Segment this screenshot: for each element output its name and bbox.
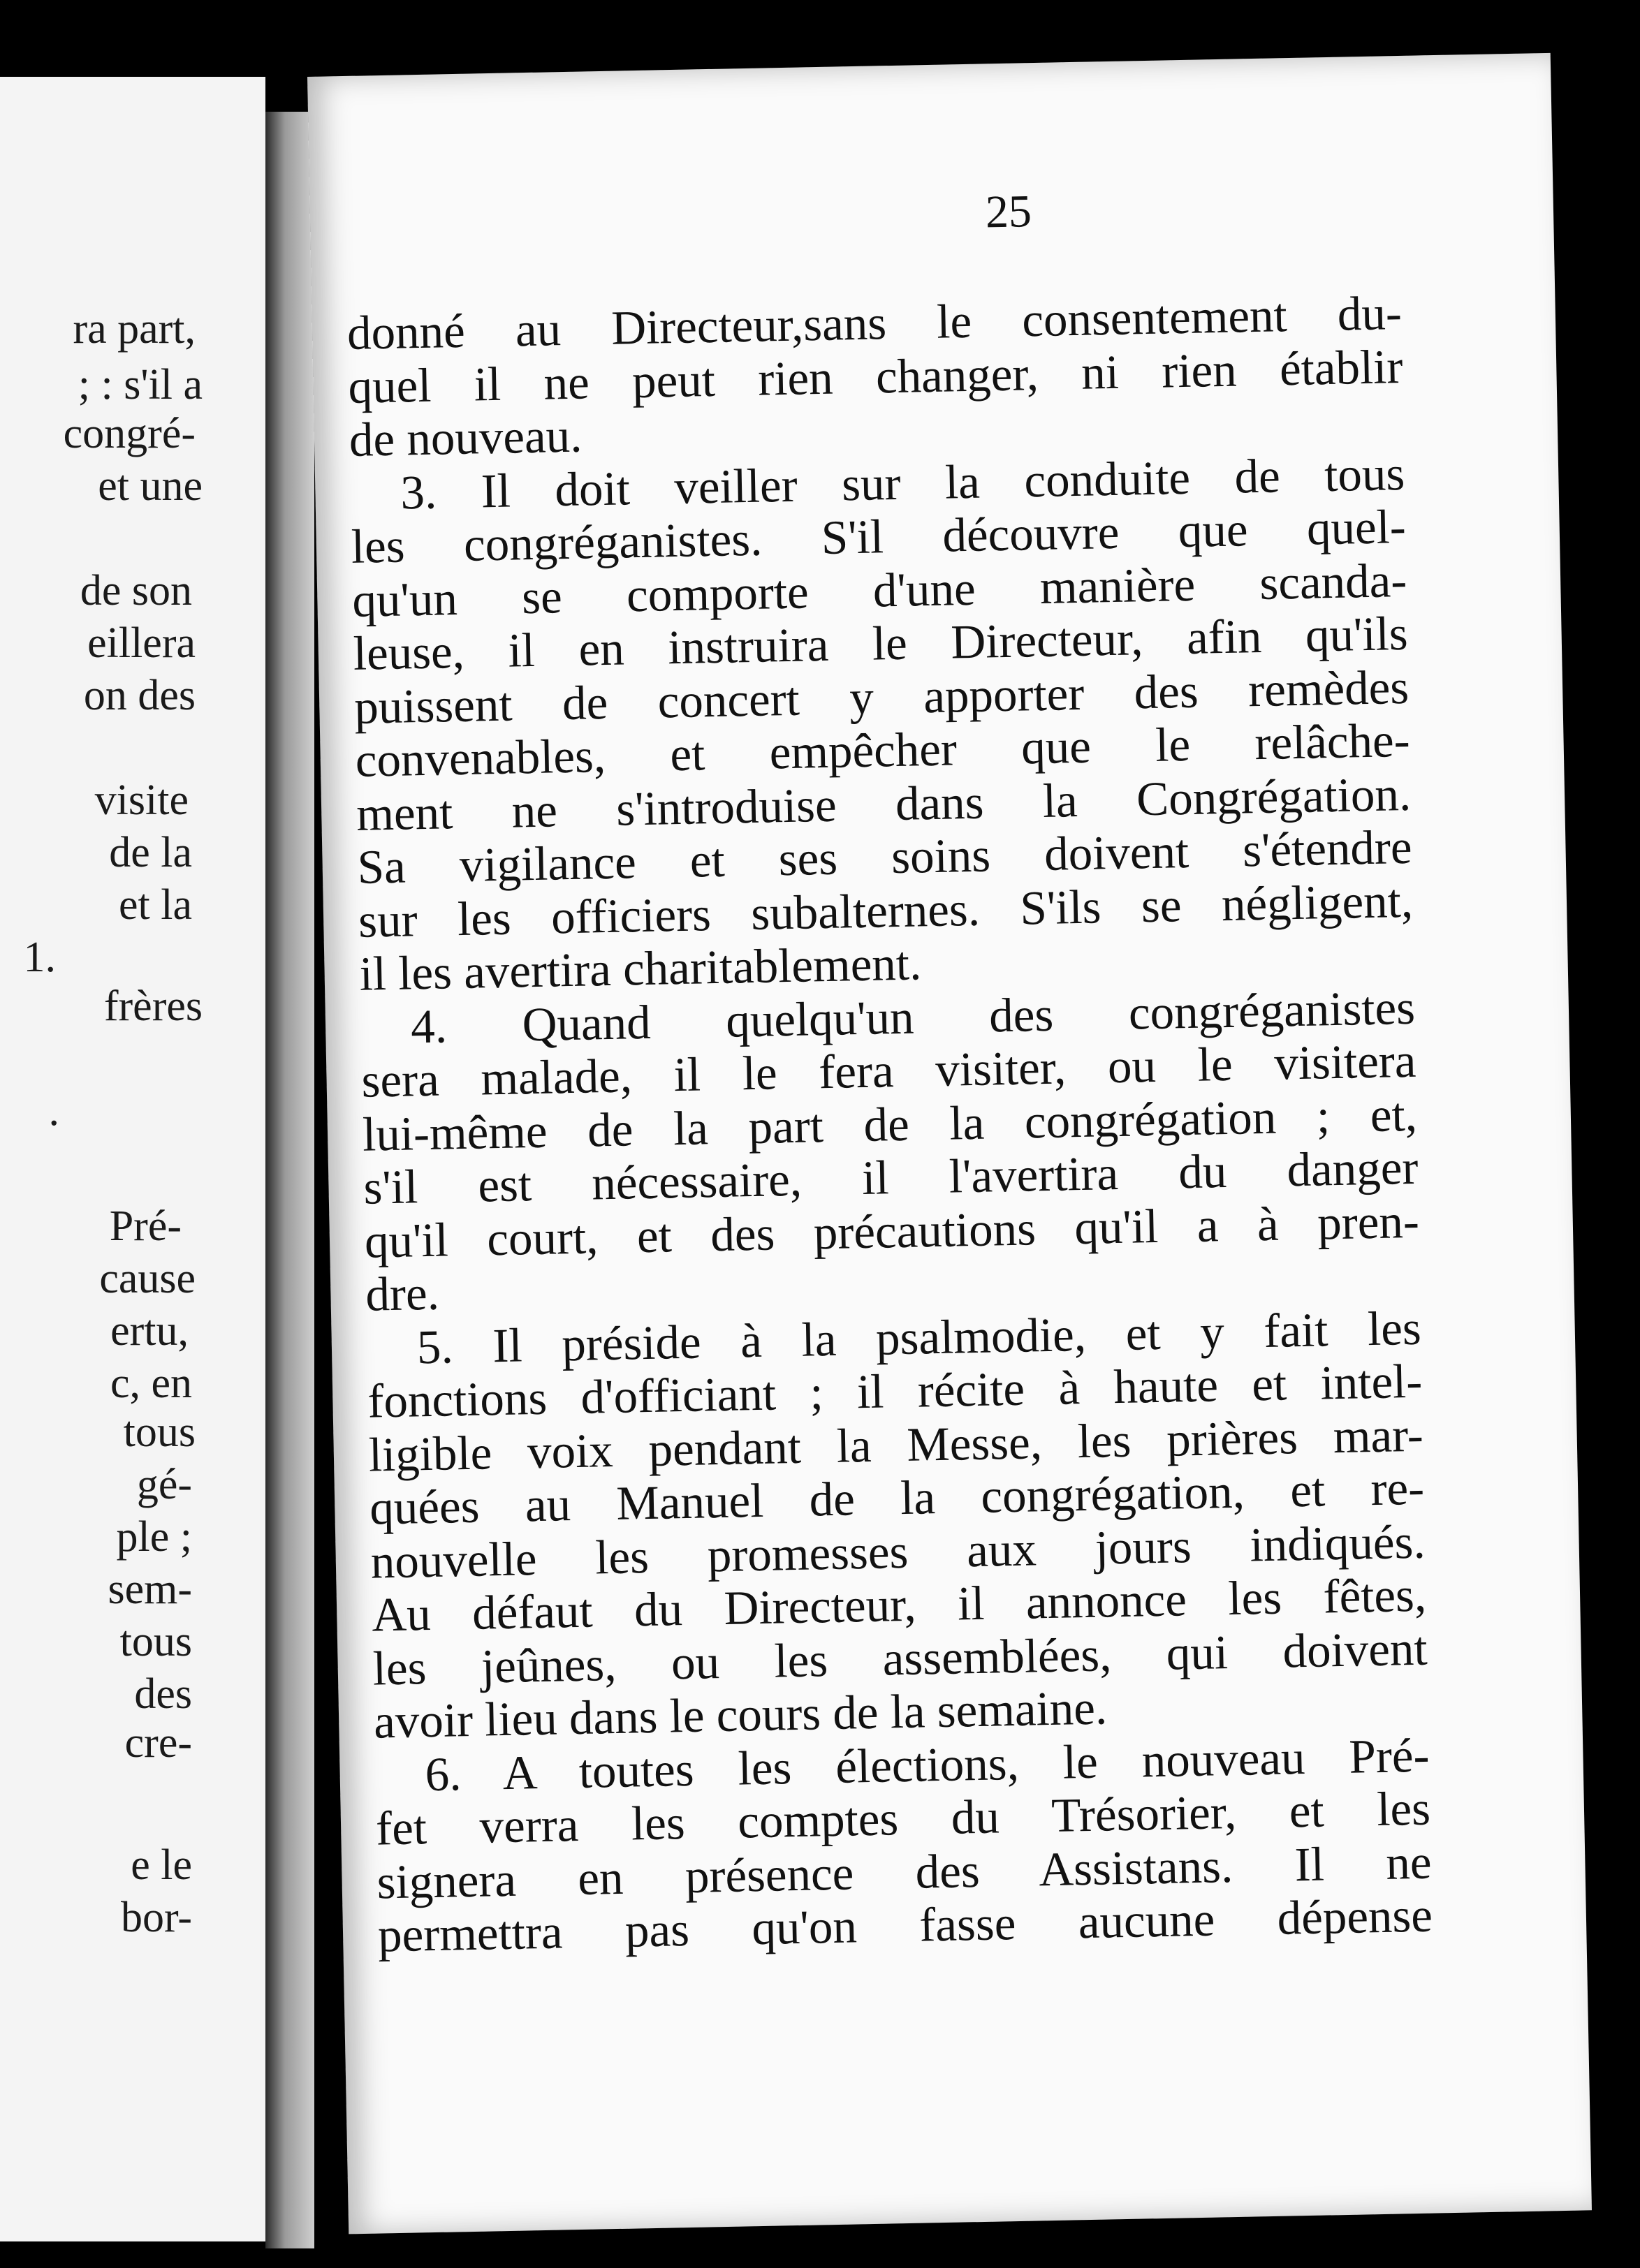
text-line: 5. Il préside à la psalmodie, et y fait les [416, 1301, 1422, 1374]
text-line: puissent de concert y apporter des remèdes [353, 660, 1410, 734]
left-page-fragment: ple ; [116, 1513, 192, 1561]
left-page-fragment: de la [109, 829, 192, 876]
text-line: leuse, il en instruira le Directeur, afin qu'ils [353, 606, 1409, 680]
left-page-fragment: on des [83, 672, 196, 719]
text-line: qu'il court, et des précautions qu'il a à pren- [364, 1194, 1420, 1268]
left-facing-page [0, 77, 265, 2241]
text-line: ment ne s'introduise dans la Congrégation. [356, 767, 1412, 841]
left-page-fragment: et la [119, 881, 192, 929]
text-line: nouvelle les promesses aux jours indiqués. [370, 1515, 1426, 1589]
text-line: qu'un se comporte d'une manière scanda- [351, 553, 1407, 627]
text-line: il les avertira charitablement. [358, 936, 922, 1001]
text-line: avoir lieu dans le cours de la semaine. [373, 1681, 1108, 1748]
page-number: 25 [985, 186, 1032, 238]
text-line: s'il est nécessaire, il l'avertira du danger [363, 1140, 1419, 1214]
left-page-fragment: sem- [108, 1566, 192, 1613]
text-line: donné au Directeur,sans le consentement du- [346, 286, 1403, 360]
left-page-fragment: ertu, [110, 1307, 189, 1355]
text-line: fet verra les comptes du Trésorier, et les [375, 1781, 1431, 1855]
text-line: fonctions d'officiant ; il récite à haute et intel- [367, 1354, 1423, 1428]
left-page-fragment: c, en [110, 1360, 192, 1407]
text-line: Sa vigilance et ses soins doivent s'étendre [357, 820, 1413, 894]
left-page-fragment: frères [103, 982, 203, 1030]
book-gutter [265, 112, 314, 2248]
left-page-fragment: visite [94, 776, 189, 824]
text-line: les congréganistes. S'il découvre que quel- [351, 499, 1407, 573]
left-page-fragment: e le [131, 1841, 192, 1889]
text-line: 4. Quand quelqu'un des congréganistes [410, 980, 1416, 1053]
left-page-fragment: Pré- [109, 1202, 182, 1250]
text-line: lui-même de la part de la congrégation ; et, [362, 1087, 1418, 1161]
text-line: 3. Il doit veiller sur la conduite de tous [400, 446, 1405, 520]
left-page-fragment: ; : s'il a [78, 361, 203, 408]
left-page-fragment: tous [119, 1618, 192, 1665]
left-page-fragment: tous [123, 1408, 196, 1456]
text-line: quées au Manuel de la congrégation, et re- [369, 1461, 1425, 1535]
text-line: dre. [365, 1266, 440, 1321]
left-page-fragment: cre- [124, 1719, 192, 1767]
text-line: ligible voix pendant la Messe, les prières mar- [368, 1408, 1424, 1482]
left-page-fragment: 1. [23, 934, 56, 981]
text-line: signera en présence des Assistans. Il ne [376, 1835, 1433, 1909]
left-page-fragment: cause [99, 1255, 196, 1302]
right-page [307, 53, 1592, 2234]
text-line: quel il ne peut rien changer, ni rien établir [347, 339, 1403, 413]
text-line: sur les officiers subalternes. S'ils se négligent, [358, 874, 1414, 948]
text-line: convenables, et empêcher que le relâche- [355, 713, 1411, 787]
text-line: les jeûnes, ou les assemblées, qui doivent [372, 1621, 1428, 1695]
left-page-fragment: . [48, 1087, 59, 1135]
text-line: sera malade, il le fera visiter, ou le visitera [360, 1033, 1417, 1107]
left-page-fragment: et une [98, 462, 203, 510]
left-page-fragment: de son [80, 567, 192, 614]
left-page-fragment: ra part, [73, 305, 196, 353]
left-page-fragment: bor- [120, 1894, 192, 1941]
text-line: Au défaut du Directeur, il annonce les fêtes, [371, 1568, 1427, 1642]
left-page-fragment: gé- [136, 1461, 192, 1508]
left-page-fragment: des [134, 1670, 192, 1718]
text-line: permettra pas qu'on fasse aucune dépense [377, 1888, 1433, 1962]
left-page-fragment: eillera [87, 619, 196, 667]
text-line: de nouveau. [349, 408, 583, 466]
page-body-text [346, 286, 1433, 1962]
text-line: 6. A toutes les élections, le nouveau Pré- [424, 1728, 1430, 1801]
left-page-fragment: congré- [63, 410, 196, 457]
